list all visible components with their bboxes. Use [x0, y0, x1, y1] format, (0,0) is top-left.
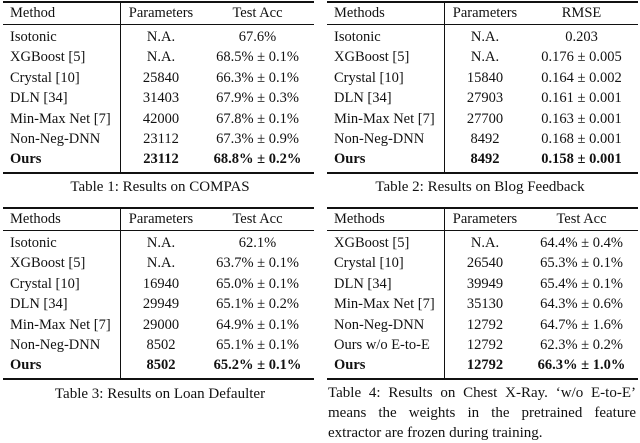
table-row: [3, 149, 314, 172]
method-cell: Isotonic: [3, 25, 121, 48]
score-cell: 0.161 ± 0.001: [541, 90, 622, 107]
method-cell: Non-Neg-DNN: [3, 129, 121, 149]
column-header: Test Acc: [556, 211, 607, 227]
parameters-cell: 35130: [466, 296, 504, 313]
score-cell: 67.6%: [238, 29, 277, 45]
method-cell: Isotonic: [3, 231, 121, 254]
parameters-cell: 29949: [142, 296, 180, 313]
parameters-cell: N.A.: [146, 49, 176, 66]
method-cell: Non-Neg-DNN: [3, 335, 121, 355]
table-row: [327, 109, 638, 129]
caption-table-1: Table 1: Results on COMPAS: [70, 179, 250, 195]
table-row: [3, 253, 314, 273]
parameters-cell: 26540: [466, 255, 504, 272]
parameters-cell: 12792: [466, 316, 504, 333]
table-row: [327, 335, 638, 355]
score-cell: 66.3% ± 1.0%: [537, 357, 626, 374]
score-cell: 0.203: [565, 29, 598, 45]
column-header: RMSE: [561, 5, 602, 21]
score-cell: 65.1% ± 0.1%: [216, 337, 299, 354]
score-cell: 62.3% ± 0.2%: [540, 337, 623, 354]
score-cell: 0.163 ± 0.001: [541, 110, 622, 127]
score-cell: 0.168 ± 0.001: [541, 131, 622, 148]
method-cell: Crystal [10]: [3, 68, 121, 88]
table-row: [3, 68, 314, 88]
method-cell: Min-Max Net [7]: [3, 109, 121, 129]
caption-table-4: Table 4: Results on Chest X-Ray. ‘w/o E-to-E’ means the weights in the pretrained feature extractor are frozen during training.: [328, 385, 636, 441]
method-cell: XGBoost [5]: [3, 47, 121, 67]
parameters-cell: 8502: [146, 337, 176, 354]
table-row: [3, 109, 314, 129]
method-cell: XGBoost [5]: [327, 47, 445, 67]
table-row: [3, 355, 314, 378]
table-loan-defaulter: [3, 207, 314, 380]
parameters-cell: 12792: [466, 357, 504, 374]
header-row: [327, 208, 638, 231]
table-blog-feedback: [327, 1, 638, 174]
table-row: [327, 149, 638, 172]
table-row: [327, 88, 638, 108]
column-header: Test Acc: [232, 5, 283, 21]
method-cell: Crystal [10]: [3, 274, 121, 294]
method-cell: XGBoost [5]: [327, 231, 445, 254]
parameters-cell: 12792: [466, 337, 504, 354]
table-row: [3, 315, 314, 335]
caption-table-2: Table 2: Results on Blog Feedback: [375, 179, 585, 195]
score-cell: 64.4% ± 0.4%: [540, 235, 623, 251]
table-row: [3, 47, 314, 67]
column-header: Methods: [327, 2, 445, 25]
column-header: Parameters: [128, 5, 194, 21]
table-row: [327, 129, 638, 149]
parameters-cell: 31403: [142, 90, 180, 107]
score-cell: 65.2% ± 0.1%: [213, 357, 302, 374]
parameters-cell: 8492: [470, 131, 500, 148]
score-cell: 0.164 ± 0.002: [541, 69, 622, 86]
table-row: [3, 294, 314, 314]
parameters-cell: 39949: [466, 275, 504, 292]
method-cell: XGBoost [5]: [3, 253, 121, 273]
column-header: Parameters: [452, 5, 518, 21]
score-cell: 65.0% ± 0.1%: [216, 275, 299, 292]
method-cell: Non-Neg-DNN: [327, 315, 445, 335]
header-row: [3, 2, 314, 25]
method-cell: DLN [34]: [327, 274, 445, 294]
parameters-cell: 29000: [142, 316, 180, 333]
score-cell: 0.158 ± 0.001: [541, 151, 622, 168]
score-cell: 64.3% ± 0.6%: [540, 296, 623, 313]
parameters-cell: 23112: [143, 151, 179, 168]
table-row: [327, 294, 638, 314]
score-cell: 66.3% ± 0.1%: [216, 69, 299, 86]
parameters-cell: 16940: [142, 275, 180, 292]
method-cell: Non-Neg-DNN: [327, 129, 445, 149]
table-row: [327, 25, 638, 48]
parameters-cell: N.A.: [146, 29, 176, 45]
table-row: [327, 231, 638, 254]
column-header: Methods: [327, 208, 445, 231]
table-row: [327, 315, 638, 335]
table-row: [327, 253, 638, 273]
parameters-cell: N.A.: [146, 255, 176, 272]
table-row: [327, 68, 638, 88]
column-header: Parameters: [452, 211, 518, 227]
table-row: [327, 274, 638, 294]
method-cell: Ours w/o E-to-E: [327, 335, 445, 355]
method-cell: Ours: [3, 355, 121, 378]
parameters-cell: 23112: [143, 131, 179, 148]
header-row: [3, 208, 314, 231]
score-cell: 64.9% ± 0.1%: [216, 316, 299, 333]
caption-table-3: Table 3: Results on Loan Defaulter: [54, 386, 266, 402]
method-cell: Ours: [327, 149, 445, 172]
score-cell: 67.3% ± 0.9%: [216, 131, 299, 148]
parameters-cell: N.A.: [146, 235, 176, 251]
header-row: [327, 2, 638, 25]
method-cell: Min-Max Net [7]: [327, 294, 445, 314]
score-cell: 63.7% ± 0.1%: [216, 255, 299, 272]
parameters-cell: 42000: [142, 110, 180, 127]
parameters-cell: N.A.: [470, 235, 500, 251]
method-cell: Crystal [10]: [327, 253, 445, 273]
parameters-cell: 25840: [142, 69, 180, 86]
column-header: Test Acc: [232, 211, 283, 227]
table-compas: [3, 1, 314, 174]
parameters-cell: 8492: [470, 151, 500, 168]
method-cell: DLN [34]: [327, 88, 445, 108]
method-cell: DLN [34]: [3, 88, 121, 108]
method-cell: Min-Max Net [7]: [3, 315, 121, 335]
table-row: [3, 335, 314, 355]
score-cell: 65.3% ± 0.1%: [540, 255, 623, 272]
table-row: [3, 25, 314, 48]
method-cell: DLN [34]: [3, 294, 121, 314]
table-row: [3, 274, 314, 294]
score-cell: 65.1% ± 0.2%: [216, 296, 299, 313]
parameters-cell: N.A.: [470, 29, 500, 45]
table-row: [3, 231, 314, 254]
parameters-cell: 15840: [466, 69, 504, 86]
method-cell: Crystal [10]: [327, 68, 445, 88]
column-header: Parameters: [128, 211, 194, 227]
parameters-cell: 27903: [466, 90, 504, 107]
table-row: [327, 47, 638, 67]
table-chest-xray: [327, 207, 638, 380]
score-cell: 67.9% ± 0.3%: [216, 90, 299, 107]
column-header: Method: [3, 2, 121, 25]
table-row: [3, 129, 314, 149]
method-cell: Min-Max Net [7]: [327, 109, 445, 129]
score-cell: 62.1%: [238, 235, 277, 251]
parameters-cell: 27700: [466, 110, 504, 127]
table-row: [327, 355, 638, 378]
parameters-cell: N.A.: [470, 49, 500, 66]
score-cell: 65.4% ± 0.1%: [540, 275, 623, 292]
score-cell: 68.8% ± 0.2%: [213, 151, 302, 168]
method-cell: Ours: [3, 149, 121, 172]
column-header: Methods: [3, 208, 121, 231]
method-cell: Isotonic: [327, 25, 445, 48]
score-cell: 0.176 ± 0.005: [541, 49, 622, 66]
method-cell: Ours: [327, 355, 445, 378]
score-cell: 68.5% ± 0.1%: [216, 49, 299, 66]
score-cell: 67.8% ± 0.1%: [216, 110, 299, 127]
score-cell: 64.7% ± 1.6%: [540, 316, 623, 333]
parameters-cell: 8502: [146, 357, 176, 374]
table-row: [3, 88, 314, 108]
